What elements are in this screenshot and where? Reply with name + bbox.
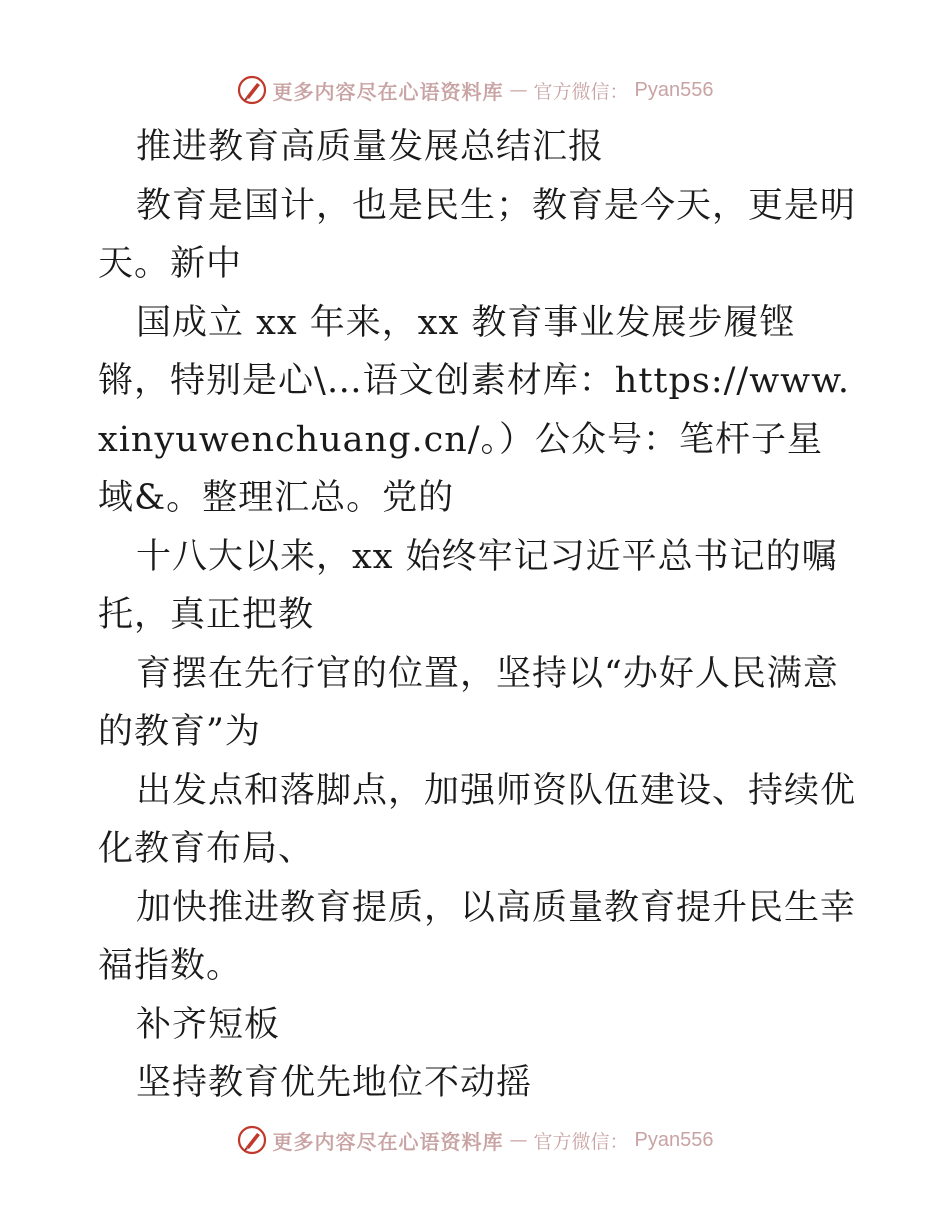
quill-logo-icon [237,1125,267,1155]
banner-wechat-id: Pyan556 [634,78,714,101]
quill-logo-icon [237,75,267,105]
paragraph: 国成立 xx 年来，xx 教育事业发展步履铿锵，特别是心\…语文创素材库：https://www.xinyuwenchuang.cn/。）公众号：笔杆子星域&。整理汇总。党的 [98,302,851,518]
banner-wechat-id: Pyan556 [634,1128,714,1151]
paragraph: 教育是国计，也是民生；教育是今天，更是明天。新中 [98,185,857,284]
paragraph: 加快推进教育提质，以高质量教育提升民生幸福指数。 [98,887,857,986]
section-heading: 补齐短板 [136,1004,281,1045]
banner-wechat-label: 官方微信： [533,1130,629,1153]
document-body [98,118,858,1113]
document-title: 推进教育高质量发展总结汇报 [136,127,605,167]
paragraph: 出发点和落脚点，加强师资队伍建设、持续优化教育布局、 [98,770,857,869]
banner-dash: — [509,79,528,101]
banner-site-text: 更多内容尽在心语资料库 [272,79,504,104]
banner-wechat-label: 官方微信： [533,80,629,103]
header-watermark-banner [0,70,950,110]
paragraph: 育摆在先行官的位置，坚持以“办好人民满意的教育”为 [98,653,839,752]
footer-watermark-banner [0,1120,950,1160]
paragraph: 十八大以来，xx 始终牢记习近平总书记的嘱托，真正把教 [98,536,838,635]
section-subheading: 坚持教育优先地位不动摇 [136,1063,533,1103]
banner-dash: — [509,1129,528,1151]
banner-site-text: 更多内容尽在心语资料库 [272,1129,504,1154]
